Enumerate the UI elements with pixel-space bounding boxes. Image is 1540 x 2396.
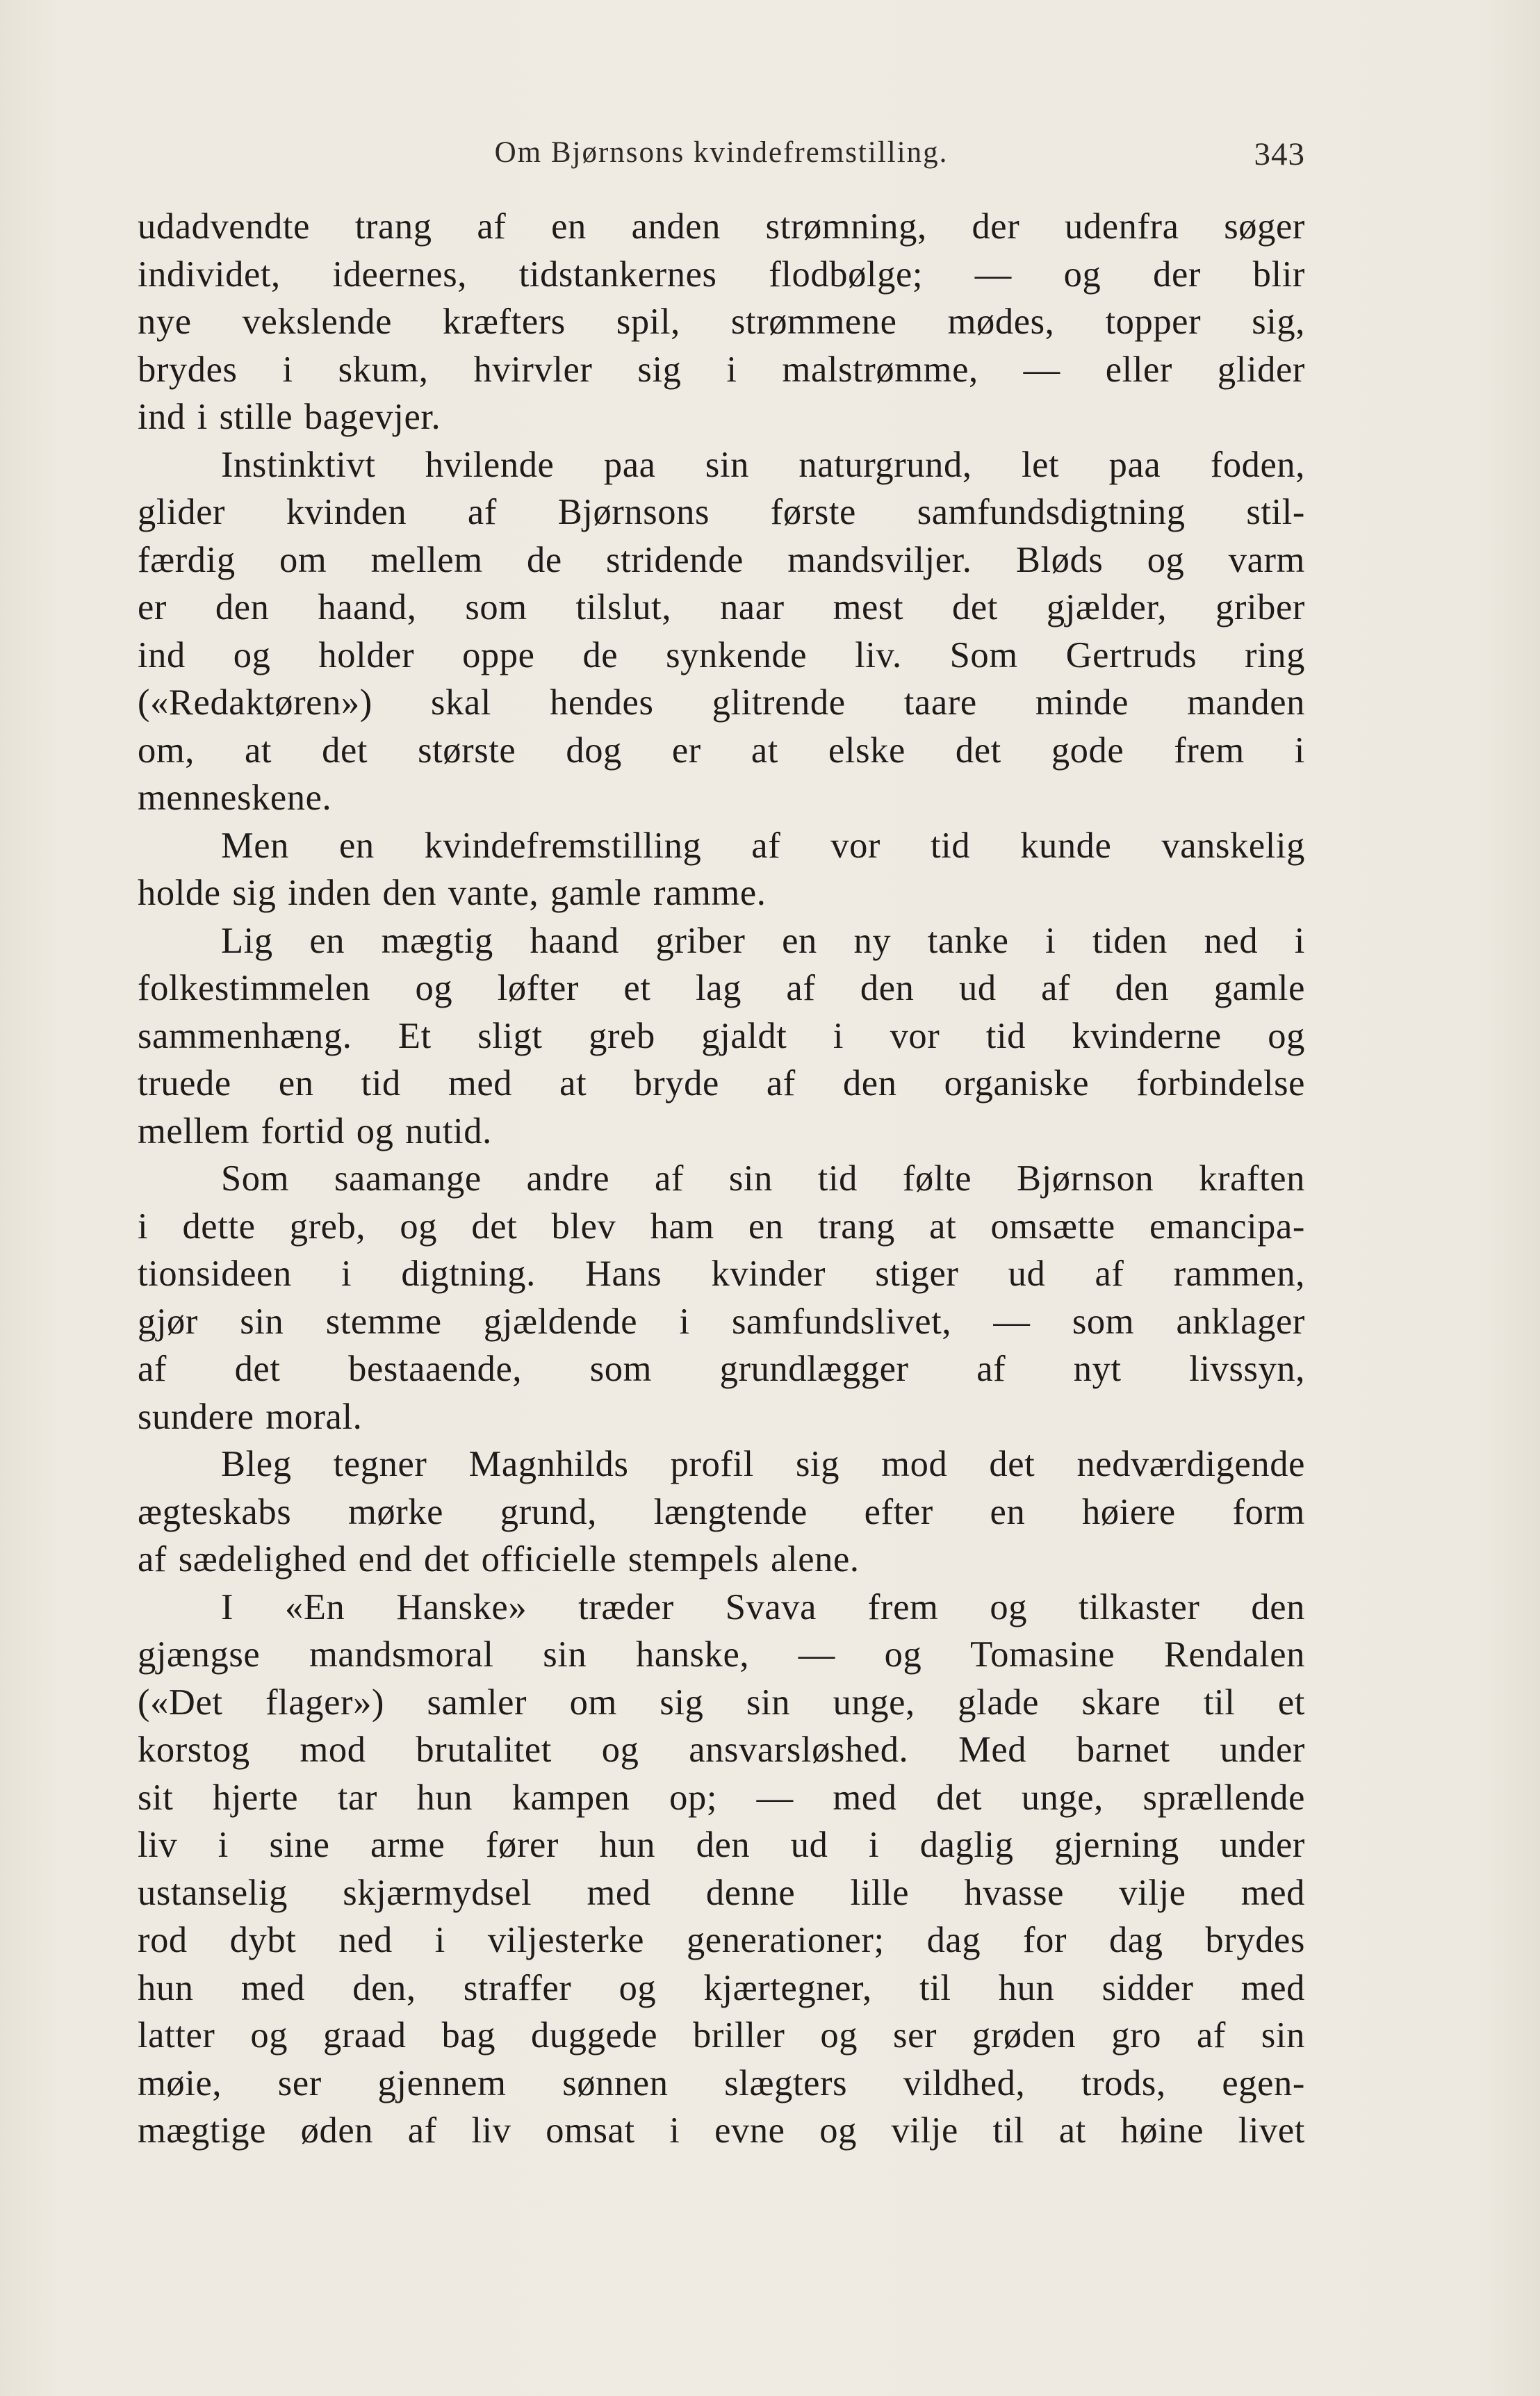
text-line: af sædelighed end det officielle stempels alene. <box>138 1539 860 1579</box>
paragraph <box>138 1155 1305 1441</box>
text-line: glider kvinden af Bjørnsons første samfundsdigtning stil- <box>138 492 1305 532</box>
text-line: Som saamange andre af sin tid følte Bjørnson kraften <box>221 1158 1305 1199</box>
text-line: nye vekslende kræfters spil, strømmene mødes, topper sig, <box>138 302 1305 342</box>
text-line: gjængse mandsmoral sin hanske, — og Tomasine Rendalen <box>138 1634 1305 1675</box>
text-line: møie, ser gjennem sønnen slægters vildhed, trods, egen- <box>138 2062 1305 2103</box>
text-line: tionsideen i digtning. Hans kvinder stiger ud af rammen, <box>138 1254 1305 1294</box>
paragraph <box>138 203 1305 441</box>
text-line: mellem fortid og nutid. <box>138 1110 492 1151</box>
text-line: truede en tid med at bryde af den organiske forbindelse <box>138 1063 1305 1103</box>
text-line: hun med den, straffer og kjærtegner, til hun sidder med <box>138 1967 1305 2008</box>
text-line: Bleg tegner Magnhilds profil sig mod det nedværdigende <box>221 1444 1305 1484</box>
text-line: ind og holder oppe de synkende liv. Som Gertruds ring <box>138 634 1305 675</box>
text-line: sammenhæng. Et sligt greb gjaldt i vor tid kvinderne og <box>138 1015 1305 1056</box>
page-number: 343 <box>1254 136 1305 172</box>
paragraph <box>138 441 1305 822</box>
body-text <box>138 203 1305 2155</box>
text-line: sit hjerte tar hun kampen op; — med det unge, sprællende <box>138 1777 1305 1818</box>
text-line: udadvendte trang af en anden strømning, der udenfra søger <box>138 206 1305 247</box>
text-line: brydes i skum, hvirvler sig i malstrømme, — eller glider <box>138 349 1305 390</box>
text-line: individet, ideernes, tidstankernes flodbølge; — og der blir <box>138 254 1305 295</box>
text-line: folkestimmelen og løfter et lag af den ud af den gamle <box>138 968 1305 1008</box>
text-line: menneskene. <box>138 778 332 818</box>
text-line: gjør sin stemme gjældende i samfundslivet, — som anklager <box>138 1301 1305 1342</box>
text-line: rod dybt ned i viljesterke generationer; dag for dag brydes <box>138 1920 1305 1960</box>
text-line: Instinktivt hvilende paa sin naturgrund, let paa foden, <box>221 444 1305 485</box>
paragraph <box>138 1441 1305 1584</box>
text-line: ind i stille bagevjer. <box>138 397 441 437</box>
text-line: ustanselig skjærmydsel med denne lille hvasse vilje med <box>138 1872 1305 1913</box>
text-line: Men en kvindefremstilling af vor tid kunde vanskelig <box>221 825 1305 866</box>
text-line: («Redaktøren») skal hendes glitrende taare minde manden <box>138 682 1305 723</box>
text-line: Lig en mægtig haand griber en ny tanke i tiden ned i <box>221 920 1305 961</box>
text-line: («Det flager») samler om sig sin unge, glade skare til et <box>138 1682 1305 1723</box>
paragraph <box>138 1584 1305 2155</box>
text-line: ægteskabs mørke grund, længtende efter en høiere form <box>138 1491 1305 1532</box>
paragraph <box>138 917 1305 1156</box>
running-title: Om Bjørnsons kvindefremstilling. <box>494 136 949 169</box>
text-line: om, at det største dog er at elske det gode frem i <box>138 730 1305 771</box>
paragraph <box>138 822 1305 917</box>
text-line: af det bestaaende, som grundlægger af nyt livssyn, <box>138 1349 1305 1389</box>
text-line: færdig om mellem de stridende mandsviljer. Bløds og varm <box>138 539 1305 580</box>
running-head <box>138 136 1305 177</box>
text-line: mægtige øden af liv omsat i evne og vilje til at høine livet <box>138 2110 1305 2151</box>
text-line: er den haand, som tilslut, naar mest det gjælder, griber <box>138 587 1305 627</box>
text-line: sundere moral. <box>138 1396 363 1437</box>
text-line: i dette greb, og det blev ham en trang at omsætte emancipa- <box>138 1206 1305 1247</box>
text-line: korstog mod brutalitet og ansvarsløshed. Med barnet under <box>138 1730 1305 1770</box>
text-line: liv i sine arme fører hun den ud i daglig gjerning under <box>138 1825 1305 1865</box>
text-line: I «En Hanske» træder Svava frem og tilkaster den <box>221 1586 1305 1627</box>
text-line: holde sig inden den vante, gamle ramme. <box>138 873 767 913</box>
text-line: latter og graad bag duggede briller og ser grøden gro af sin <box>138 2015 1305 2056</box>
